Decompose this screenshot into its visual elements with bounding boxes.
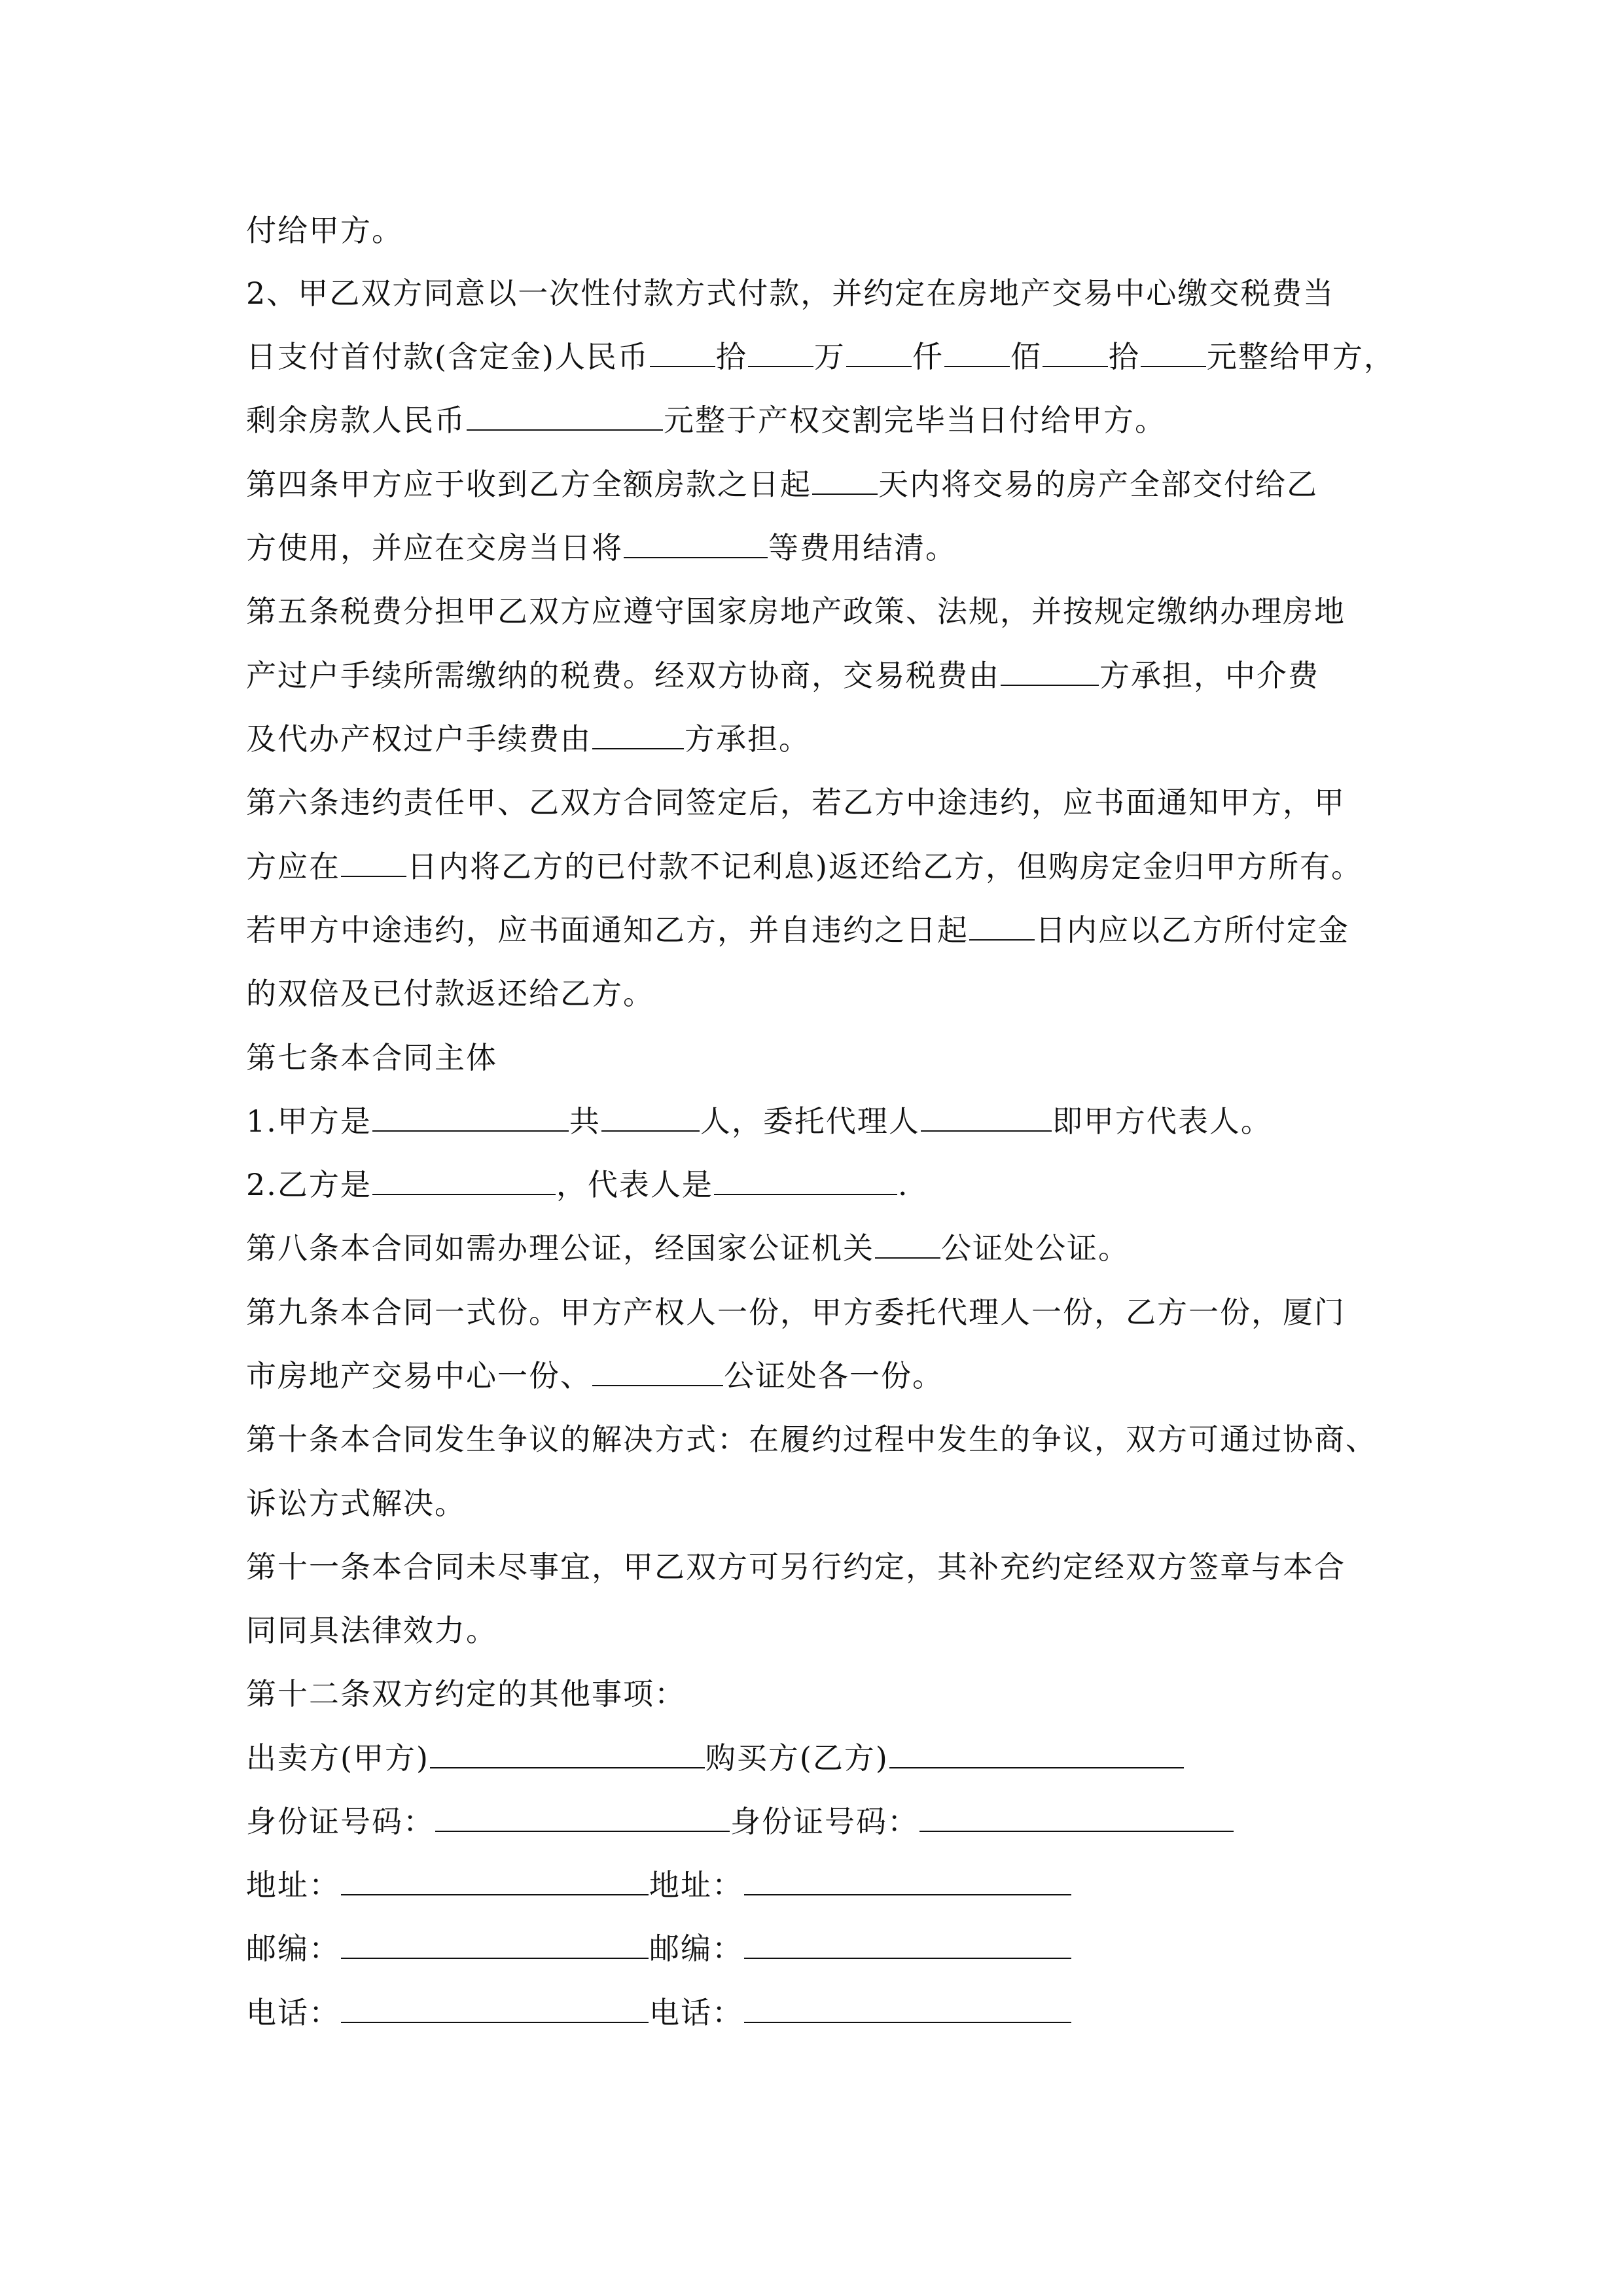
line-text: 第八条本合同如需办理公证，经国家公证机关 — [246, 1230, 874, 1266]
text-line — [246, 1738, 1185, 1778]
text-line — [246, 211, 403, 250]
fill-in-blank[interactable] — [744, 1931, 1071, 1959]
text-line — [246, 1802, 1234, 1841]
text-line — [246, 401, 1166, 440]
text-line — [246, 1356, 944, 1395]
fill-in-blank[interactable] — [748, 340, 813, 367]
line-text: 剩余房款人民币 — [246, 403, 466, 438]
line-text: 元整给甲方， — [1206, 339, 1395, 374]
line-text: ，代表人是 — [556, 1167, 713, 1202]
line-text: 购买方(乙方) — [705, 1740, 889, 1776]
text-line — [246, 783, 1346, 822]
line-text: 的双倍及已付款返还给乙方。 — [246, 976, 654, 1011]
line-text: 诉讼方式解决。 — [246, 1486, 466, 1521]
fill-in-blank[interactable] — [592, 722, 684, 749]
fill-in-blank[interactable] — [372, 1104, 569, 1132]
fill-in-blank[interactable] — [919, 1804, 1234, 1832]
line-text: 天内将交易的房产全部交付给乙 — [878, 467, 1318, 502]
line-text: 邮编： — [246, 1931, 340, 1966]
line-text: 共 — [569, 1103, 601, 1139]
text-line — [246, 847, 1363, 886]
text-line — [246, 592, 1346, 631]
fill-in-blank[interactable] — [372, 1168, 556, 1195]
fill-in-blank[interactable] — [341, 1996, 649, 2023]
line-text: 日内将乙方的已付款不记利息)返还给乙方，但购房定金归甲方所有。 — [407, 849, 1363, 884]
fill-in-blank[interactable] — [744, 1868, 1071, 1895]
fill-in-blank[interactable] — [592, 1359, 723, 1386]
line-text: 身份证号码： — [246, 1804, 435, 1839]
line-text: 电话： — [649, 1995, 743, 2030]
text-line — [246, 1611, 497, 1650]
line-text: 等费用结清。 — [768, 530, 957, 565]
fill-in-blank[interactable] — [1001, 658, 1099, 686]
line-text: 2.乙方是 — [246, 1167, 372, 1202]
text-line — [246, 719, 810, 759]
fill-in-blank[interactable] — [341, 1931, 649, 1959]
line-text: 第七条本合同主体 — [246, 1040, 497, 1075]
line-text: 产过户手续所需缴纳的税费。经双方协商，交易税费由 — [246, 658, 1000, 693]
text-line — [246, 1674, 686, 1713]
line-text: 日内应以乙方所付定金 — [1035, 912, 1349, 948]
text-line — [246, 1865, 1072, 1905]
text-line — [246, 1929, 1072, 1968]
fill-in-blank[interactable] — [1043, 340, 1108, 367]
text-line — [246, 1038, 497, 1077]
line-text: 公证处公证。 — [941, 1230, 1130, 1266]
text-line — [246, 1420, 1377, 1459]
fill-in-blank[interactable] — [889, 1741, 1184, 1768]
fill-in-blank[interactable] — [944, 340, 1010, 367]
line-text: 方应在 — [246, 849, 340, 884]
line-text: 市房地产交易中心一份、 — [246, 1358, 592, 1393]
fill-in-blank[interactable] — [921, 1104, 1052, 1132]
line-text: 方使用，并应在交房当日将 — [246, 530, 623, 565]
line-text: 第十一条本合同未尽事宜，甲乙双方可另行约定，其补充约定经双方签章与本合 — [246, 1549, 1346, 1585]
fill-in-blank[interactable] — [430, 1741, 705, 1768]
line-text: 第六条违约责任甲、乙双方合同签定后，若乙方中途违约，应书面通知甲方，甲 — [246, 785, 1346, 820]
line-text: 方承担，中介费 — [1099, 658, 1319, 693]
fill-in-blank[interactable] — [341, 1868, 649, 1895]
text-line — [246, 1293, 1346, 1332]
line-text: 仟 — [912, 339, 944, 374]
text-line — [246, 274, 1334, 313]
text-line — [246, 974, 654, 1013]
text-line — [246, 910, 1349, 950]
text-line — [246, 1165, 909, 1204]
line-text: 付给甲方。 — [246, 213, 403, 248]
text-line — [246, 1102, 1272, 1141]
fill-in-blank[interactable] — [714, 1168, 897, 1195]
line-text: 地址： — [649, 1867, 743, 1903]
line-text: 公证处各一份。 — [724, 1358, 944, 1393]
fill-in-blank[interactable] — [467, 403, 663, 431]
line-text: 万 — [813, 339, 846, 374]
line-text: 第九条本合同一式份。甲方产权人一份，甲方委托代理人一份，乙方一份，厦门 — [246, 1295, 1346, 1330]
line-text: 佰 — [1010, 339, 1042, 374]
text-line — [246, 1484, 466, 1523]
line-text: 元整于产权交割完毕当日付给甲方。 — [664, 403, 1166, 438]
line-text: 拾 — [715, 339, 747, 374]
text-line — [246, 1229, 1130, 1268]
line-text: 人，委托代理人 — [700, 1103, 920, 1139]
line-text: 第十二条双方约定的其他事项： — [246, 1676, 686, 1712]
fill-in-blank[interactable] — [744, 1996, 1071, 2023]
line-text: 及代办产权过户手续费由 — [246, 721, 592, 757]
line-text: . — [897, 1167, 909, 1202]
fill-in-blank[interactable] — [341, 850, 406, 877]
fill-in-blank[interactable] — [624, 531, 768, 558]
fill-in-blank[interactable] — [875, 1231, 940, 1259]
line-text: 第四条甲方应于收到乙方全额房款之日起 — [246, 467, 812, 502]
line-text: 出卖方(甲方) — [246, 1740, 429, 1776]
line-text: 身份证号码： — [730, 1804, 919, 1839]
text-line — [246, 465, 1318, 504]
line-text: 2、甲乙双方同意以一次性付款方式付款，并约定在房地产交易中心缴交税费当 — [246, 276, 1335, 311]
line-text: 第十条本合同发生争议的解决方式：在履约过程中发生的争议，双方可通过协商、 — [246, 1422, 1377, 1457]
fill-in-blank[interactable] — [435, 1804, 730, 1832]
fill-in-blank[interactable] — [812, 467, 878, 495]
text-line — [246, 656, 1319, 695]
line-text: 第五条税费分担甲乙双方应遵守国家房地产政策、法规，并按规定缴纳办理房地 — [246, 594, 1346, 629]
line-text: 日支付首付款(含定金)人民币 — [246, 339, 649, 374]
line-text: 若甲方中途违约，应书面通知乙方，并自违约之日起 — [246, 912, 969, 948]
fill-in-blank[interactable] — [1141, 340, 1206, 367]
line-text: 同同具法律效力。 — [246, 1613, 497, 1648]
line-text: 地址： — [246, 1867, 340, 1903]
line-text: 邮编： — [649, 1931, 743, 1966]
fill-in-blank[interactable] — [846, 340, 912, 367]
line-text: 方承担。 — [685, 721, 810, 757]
text-line — [246, 337, 1395, 376]
text-line — [246, 528, 957, 567]
text-line — [246, 1547, 1346, 1587]
fill-in-blank[interactable] — [601, 1104, 700, 1132]
line-text: 拾 — [1108, 339, 1140, 374]
line-text: 即甲方代表人。 — [1052, 1103, 1272, 1139]
text-line — [246, 1993, 1072, 2032]
line-text: 电话： — [246, 1995, 340, 2030]
fill-in-blank[interactable] — [969, 913, 1035, 941]
fill-in-blank[interactable] — [650, 340, 715, 367]
line-text: 1.甲方是 — [246, 1103, 372, 1139]
